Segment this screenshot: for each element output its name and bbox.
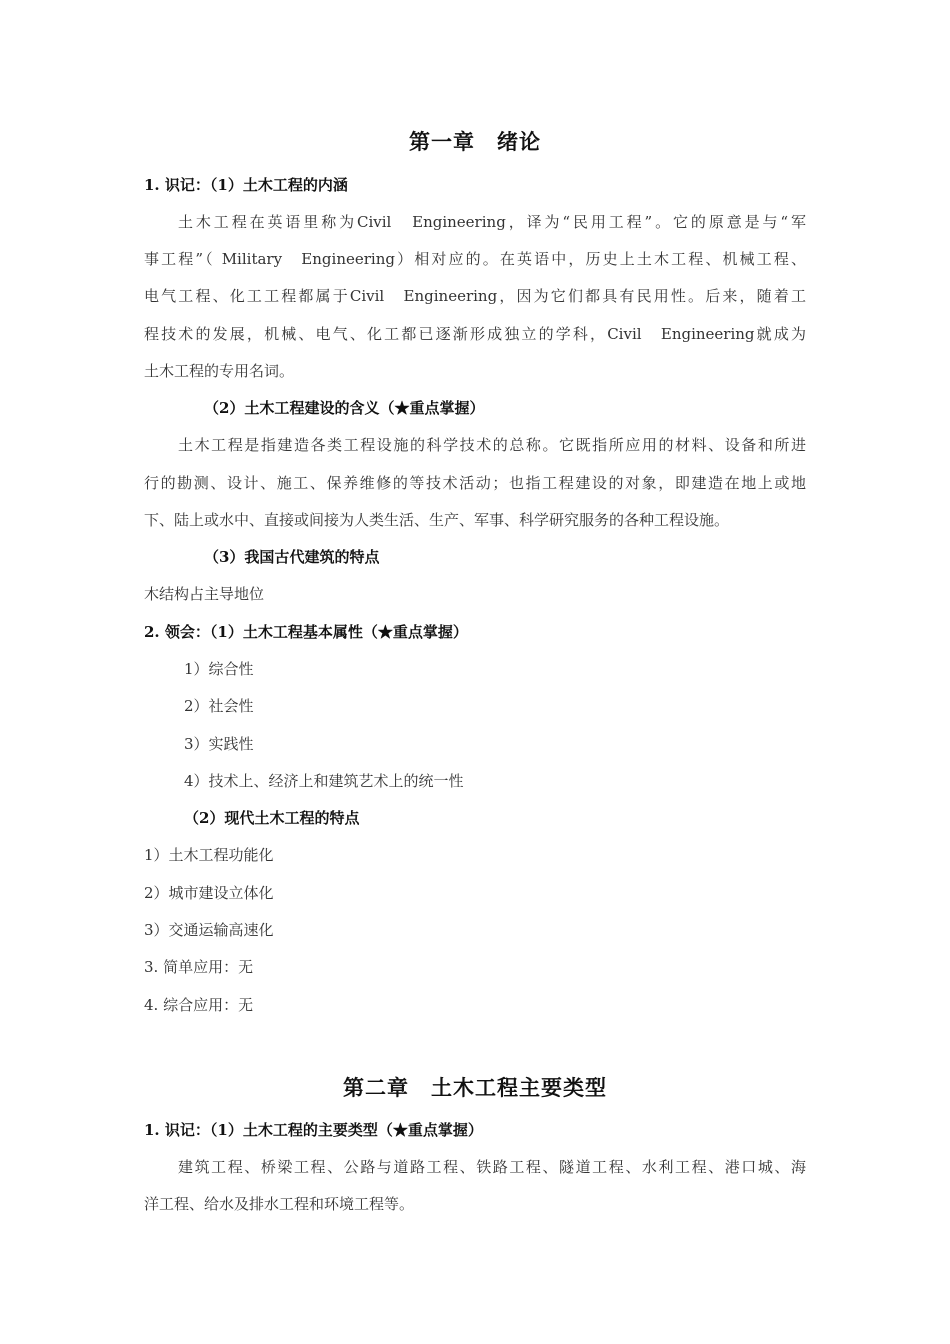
ch1-section-1-3-text: 木结构占主导地位 <box>144 585 265 603</box>
ch1-section-4: 4. 综合应用：无 <box>144 996 254 1014</box>
ch1-section-1-heading: 1. 识记：（1）土木工程的内涵 <box>144 176 348 194</box>
ch1-attribute-item-3: 3）实践性 <box>184 735 254 753</box>
ch1-para1-line5: 土木工程的专用名词。 <box>144 362 295 380</box>
ch1-para1-line3: 电气工程、化工工程都属于Civil Engineering，因为它们都具有民用性。后来，随着工 <box>144 287 806 305</box>
ch1-attribute-item-4: 4）技术上、经济上和建筑艺术上的统一性 <box>184 772 464 790</box>
ch2-section-1-heading: 1. 识记：（1）土木工程的主要类型（★重点掌握） <box>144 1121 483 1139</box>
ch1-attribute-item-1: 1）综合性 <box>184 660 254 678</box>
ch1-attribute-item-2: 2）社会性 <box>184 697 254 715</box>
ch1-section-3: 3. 简单应用：无 <box>144 958 254 976</box>
ch1-modern-item-2: 2）城市建设立体化 <box>144 884 274 902</box>
ch1-section-1-3-heading: （3）我国古代建筑的特点 <box>204 548 380 566</box>
ch1-section-2-2-heading: （2）现代土木工程的特点 <box>184 809 360 827</box>
chapter-1-title: 第一章 绪论 <box>409 129 541 154</box>
ch1-para1-line2: 事工程”（ Military Engineering）相对应的。在英语中，历史上土木工程、机械工程、 <box>144 250 806 268</box>
ch1-section-1-2-heading: （2）土木工程建设的含义（★重点掌握） <box>204 399 485 417</box>
ch1-para2-line2: 行的勘测、设计、施工、保养维修的等技术活动；也指工程建设的对象，即建造在地上或地 <box>144 474 806 492</box>
chapter-2-title: 第二章 土木工程主要类型 <box>343 1075 607 1100</box>
ch1-modern-item-3: 3）交通运输高速化 <box>144 921 274 939</box>
ch1-para1-line1: 土木工程在英语里称为Civil Engineering，译为“民用工程”。它的原意是与“军 <box>178 213 806 231</box>
ch1-modern-item-1: 1）土木工程功能化 <box>144 846 274 864</box>
ch2-para1-line2: 洋工程、给水及排水工程和环境工程等。 <box>144 1195 415 1213</box>
ch1-para2-line3: 下、陆上或水中、直接或间接为人类生活、生产、军事、科学研究服务的各种工程设施。 <box>144 511 730 529</box>
ch1-para1-line4: 程技术的发展，机械、电气、化工都已逐渐形成独立的学科，Civil Engineering就成为 <box>144 325 806 343</box>
ch2-para1-line1: 建筑工程、桥梁工程、公路与道路工程、铁路工程、隧道工程、水利工程、港口城、海 <box>178 1158 806 1176</box>
ch1-section-2-heading: 2. 领会：（1）土木工程基本属性（★重点掌握） <box>144 623 468 641</box>
ch1-para2-line1: 土木工程是指建造各类工程设施的科学技术的总称。它既指所应用的材料、设备和所进 <box>178 436 806 454</box>
